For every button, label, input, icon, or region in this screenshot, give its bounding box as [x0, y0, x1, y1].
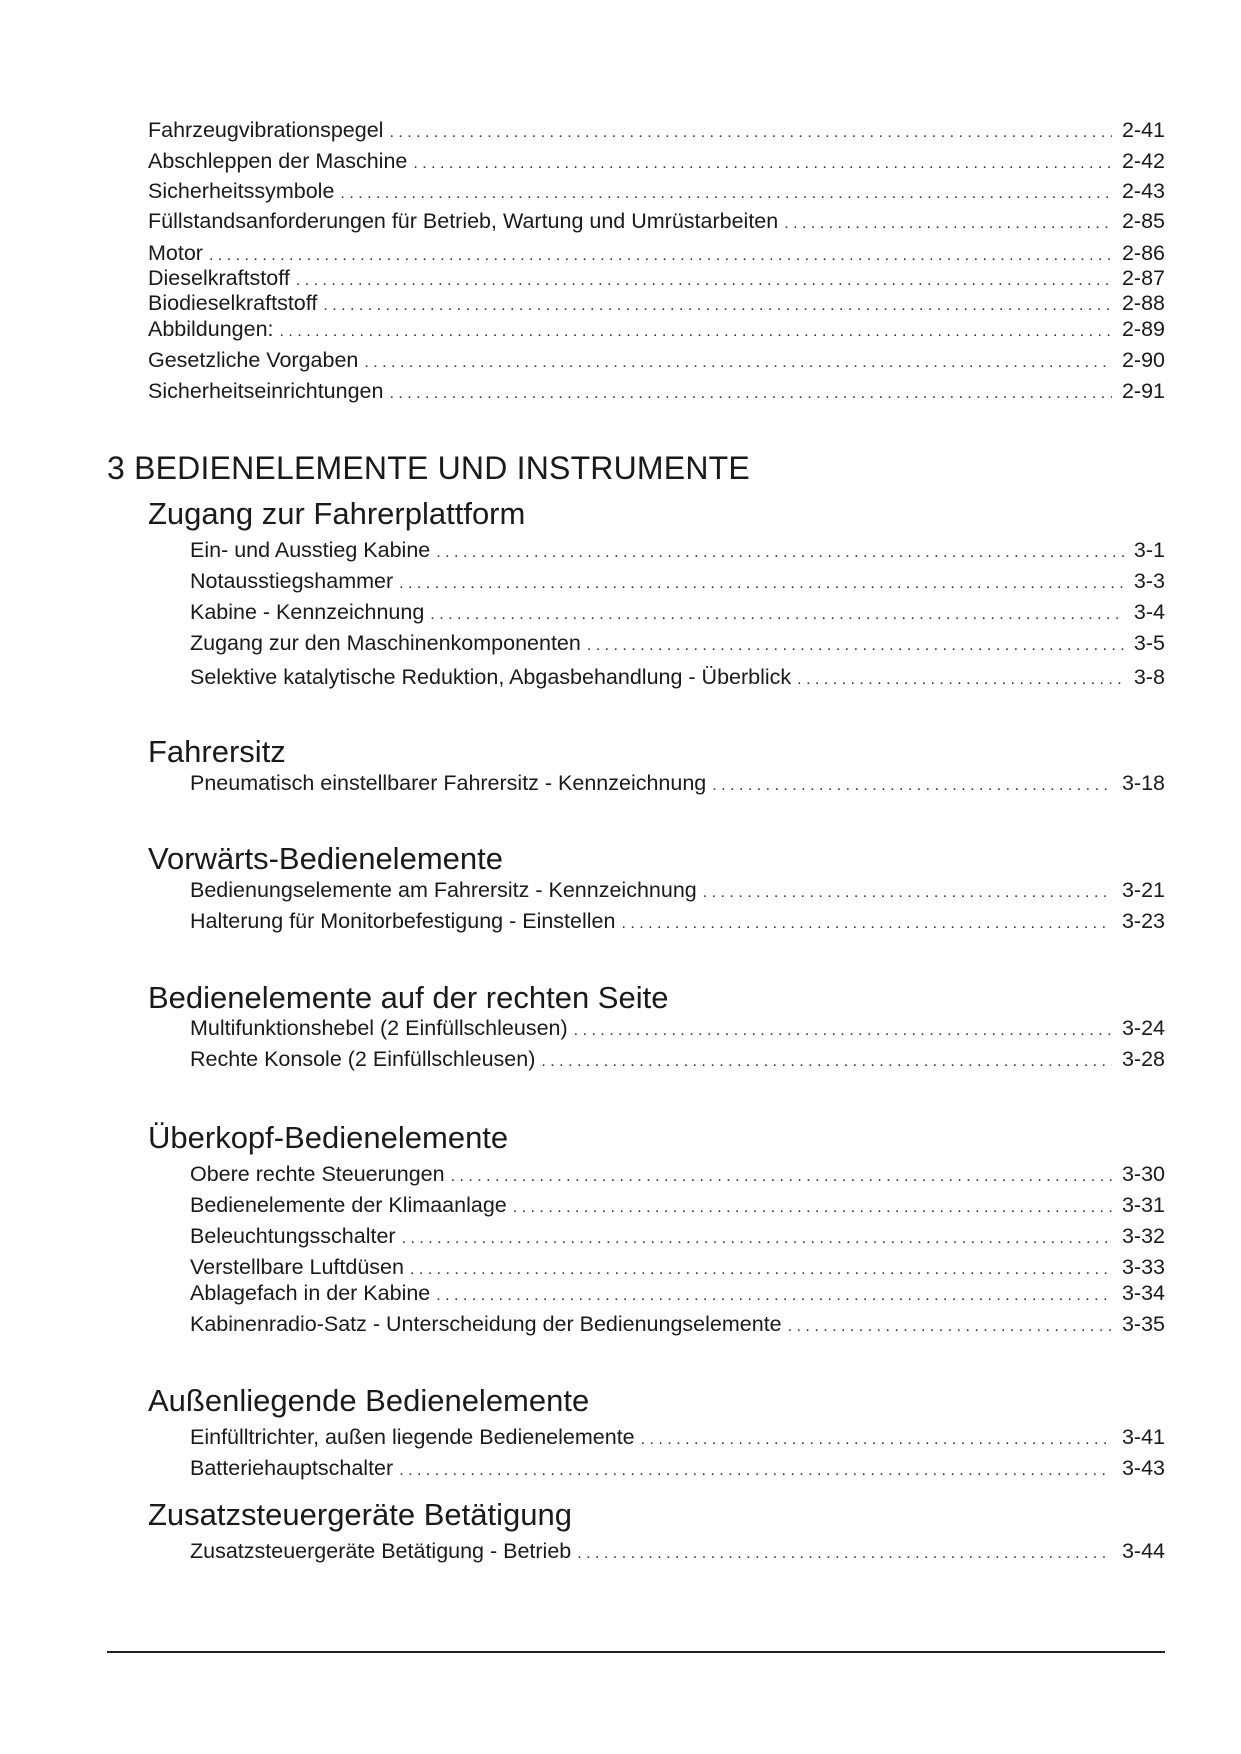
toc-entry-label: Batteriehauptschalter: [190, 1456, 394, 1480]
toc-entry-page: 3-24: [1121, 1016, 1165, 1040]
dot-leader: [389, 381, 1112, 407]
toc-entry-label: Ein- und Ausstieg Kabine: [190, 538, 431, 562]
toc-entry-page: 3-1: [1133, 538, 1165, 562]
toc-entry-label: Selektive katalytische Reduktion, Abgasbehandlung - Überblick: [190, 665, 792, 689]
toc-entry-page: 3-41: [1121, 1425, 1165, 1449]
toc-entry-page: 2-42: [1121, 149, 1165, 173]
dot-leader: [430, 602, 1124, 628]
toc-entry[interactable]: [148, 347, 1165, 376]
toc-entry[interactable]: [190, 630, 1165, 659]
toc-entry-label: Beleuchtungsschalter: [190, 1224, 396, 1248]
toc-entry-label: Füllstandsanforderungen für Betrieb, Wartung und Umrüstarbeiten: [148, 209, 779, 233]
toc-entry[interactable]: [190, 1455, 1165, 1484]
toc-entry[interactable]: [190, 1538, 1165, 1567]
toc-entry-page: 3-3: [1133, 569, 1165, 593]
toc-entry-page: 2-89: [1121, 317, 1165, 341]
toc-entry-label: Sicherheitssymbole: [148, 179, 335, 203]
toc-entry-page: 3-44: [1121, 1539, 1165, 1563]
dot-leader: [399, 571, 1124, 597]
toc-entry-page: 3-34: [1121, 1281, 1165, 1305]
footer-rule: [107, 1651, 1165, 1653]
toc-entry-label: Kabine - Kennzeichnung: [190, 600, 425, 624]
dot-leader: [513, 1195, 1112, 1221]
dot-leader: [797, 667, 1124, 693]
toc-entry[interactable]: [148, 148, 1165, 177]
toc-entry[interactable]: [190, 664, 1165, 693]
toc-entry[interactable]: [148, 316, 1165, 345]
toc-entry-label: Abbildungen:: [148, 317, 274, 341]
section-heading[interactable]: Überkopf-Bedienelemente: [148, 1120, 509, 1155]
toc-entry-page: 3-23: [1121, 909, 1165, 933]
toc-entry-page: 3-28: [1121, 1047, 1165, 1071]
toc-entry-page: 3-18: [1121, 771, 1165, 795]
toc-entry[interactable]: [190, 1280, 1165, 1309]
chapter-heading[interactable]: 3 BEDIENELEMENTE UND INSTRUMENTE: [107, 450, 750, 486]
toc-entry-page: 3-21: [1121, 878, 1165, 902]
dot-leader: [280, 319, 1112, 345]
toc-entry-label: Gesetzliche Vorgaben: [148, 348, 359, 372]
dot-leader: [402, 1226, 1112, 1252]
toc-entry-page: 2-86: [1121, 241, 1165, 265]
toc-entry[interactable]: [190, 908, 1165, 937]
toc-entry-label: Pneumatisch einstellbarer Fahrersitz - Kennzeichnung: [190, 771, 707, 795]
dot-leader: [364, 350, 1112, 376]
toc-entry[interactable]: [148, 290, 1165, 319]
section-heading[interactable]: Bedienelemente auf der rechten Seite: [148, 980, 669, 1015]
dot-leader: [621, 911, 1111, 937]
toc-entry-page: 2-87: [1121, 266, 1165, 290]
dot-leader: [399, 1458, 1112, 1484]
dot-leader: [451, 1164, 1112, 1190]
toc-entry-page: 2-91: [1121, 379, 1165, 403]
toc-entry-label: Zugang zur den Maschinenkomponenten: [190, 631, 581, 655]
toc-entry-label: Bedienungselemente am Fahrersitz - Kennzeichnung: [190, 878, 697, 902]
section-heading[interactable]: Fahrersitz: [148, 734, 286, 769]
toc-entry-label: Multifunktionshebel (2 Einfüllschleusen): [190, 1016, 568, 1040]
toc-entry[interactable]: [190, 877, 1165, 906]
toc-entry[interactable]: [190, 1311, 1165, 1340]
toc-entry-page: 2-43: [1121, 179, 1165, 203]
section-heading[interactable]: Zusatzsteuergeräte Betätigung: [148, 1497, 572, 1532]
toc-entry-label: Notausstiegshammer: [190, 569, 394, 593]
toc-entry-label: Zusatzsteuergeräte Betätigung - Betrieb: [190, 1539, 572, 1563]
toc-entry-page: 3-5: [1133, 631, 1165, 655]
dot-leader: [436, 540, 1124, 566]
toc-entry[interactable]: [190, 1254, 1165, 1283]
toc-entry[interactable]: [190, 599, 1165, 628]
toc-entry[interactable]: [190, 568, 1165, 597]
toc-entry[interactable]: [148, 208, 1165, 237]
toc-entry-label: Ablagefach in der Kabine: [190, 1281, 431, 1305]
toc-entry-page: 2-85: [1121, 209, 1165, 233]
toc-entry-label: Biodieselkraftstoff: [148, 291, 318, 315]
section-heading[interactable]: Außenliegende Bedienelemente: [148, 1383, 590, 1418]
toc-entry-page: 3-43: [1121, 1456, 1165, 1480]
toc-entry-label: Einfülltrichter, außen liegende Bedienelemente: [190, 1425, 635, 1449]
toc-entry-page: 3-4: [1133, 600, 1165, 624]
toc-entry[interactable]: [190, 770, 1165, 799]
dot-leader: [436, 1283, 1112, 1309]
dot-leader: [712, 773, 1112, 799]
toc-entry[interactable]: [190, 1161, 1165, 1190]
dot-leader: [340, 181, 1112, 207]
toc-entry-label: Bedienelemente der Klimaanlage: [190, 1193, 507, 1217]
toc-entry[interactable]: [190, 1046, 1165, 1075]
toc-entry[interactable]: [190, 1015, 1165, 1044]
toc-entry-label: Kabinenradio-Satz - Unterscheidung der Bedienungselemente: [190, 1312, 782, 1336]
toc-entry[interactable]: [148, 117, 1165, 146]
dot-leader: [788, 1314, 1112, 1340]
toc-entry-page: 3-30: [1121, 1162, 1165, 1186]
toc-entry-page: 2-90: [1121, 348, 1165, 372]
toc-entry[interactable]: [148, 178, 1165, 207]
toc-entry[interactable]: [190, 537, 1165, 566]
dot-leader: [389, 120, 1112, 146]
toc-entry-page: 3-32: [1121, 1224, 1165, 1248]
toc-entry-page: 3-8: [1133, 665, 1165, 689]
toc-entry-label: Verstellbare Luftdüsen: [190, 1255, 404, 1279]
dot-leader: [574, 1018, 1112, 1044]
dot-leader: [587, 633, 1124, 659]
toc-entry[interactable]: [148, 378, 1165, 407]
dot-leader: [541, 1049, 1112, 1075]
toc-entry-label: Sicherheitseinrichtungen: [148, 379, 384, 403]
toc-entry-page: 3-31: [1121, 1193, 1165, 1217]
toc-entry-label: Dieselkraftstoff: [148, 266, 290, 290]
toc-entry-page: 3-33: [1121, 1255, 1165, 1279]
toc-entry-page: 2-88: [1121, 291, 1165, 315]
toc-entry[interactable]: [190, 1223, 1165, 1252]
toc-entry-label: Abschleppen der Maschine: [148, 149, 408, 173]
toc-entry-page: 2-41: [1121, 118, 1165, 142]
dot-leader: [703, 880, 1112, 906]
section-heading[interactable]: Zugang zur Fahrerplattform: [148, 496, 526, 531]
dot-leader: [641, 1427, 1112, 1453]
dot-leader: [413, 151, 1112, 177]
dot-leader: [577, 1541, 1112, 1567]
toc-entry-page: 3-35: [1121, 1312, 1165, 1336]
toc-entry[interactable]: [190, 1192, 1165, 1221]
toc-entry-label: Obere rechte Steuerungen: [190, 1162, 445, 1186]
toc-entry-label: Halterung für Monitorbefestigung - Einstellen: [190, 909, 616, 933]
section-heading[interactable]: Vorwärts-Bedienelemente: [148, 841, 503, 876]
toc-entry-label: Fahrzeugvibrationspegel: [148, 118, 384, 142]
toc-entry-label: Motor: [148, 241, 203, 265]
dot-leader: [784, 211, 1112, 237]
toc-entry[interactable]: [190, 1424, 1165, 1453]
toc-entry-label: Rechte Konsole (2 Einfüllschleusen): [190, 1047, 536, 1071]
